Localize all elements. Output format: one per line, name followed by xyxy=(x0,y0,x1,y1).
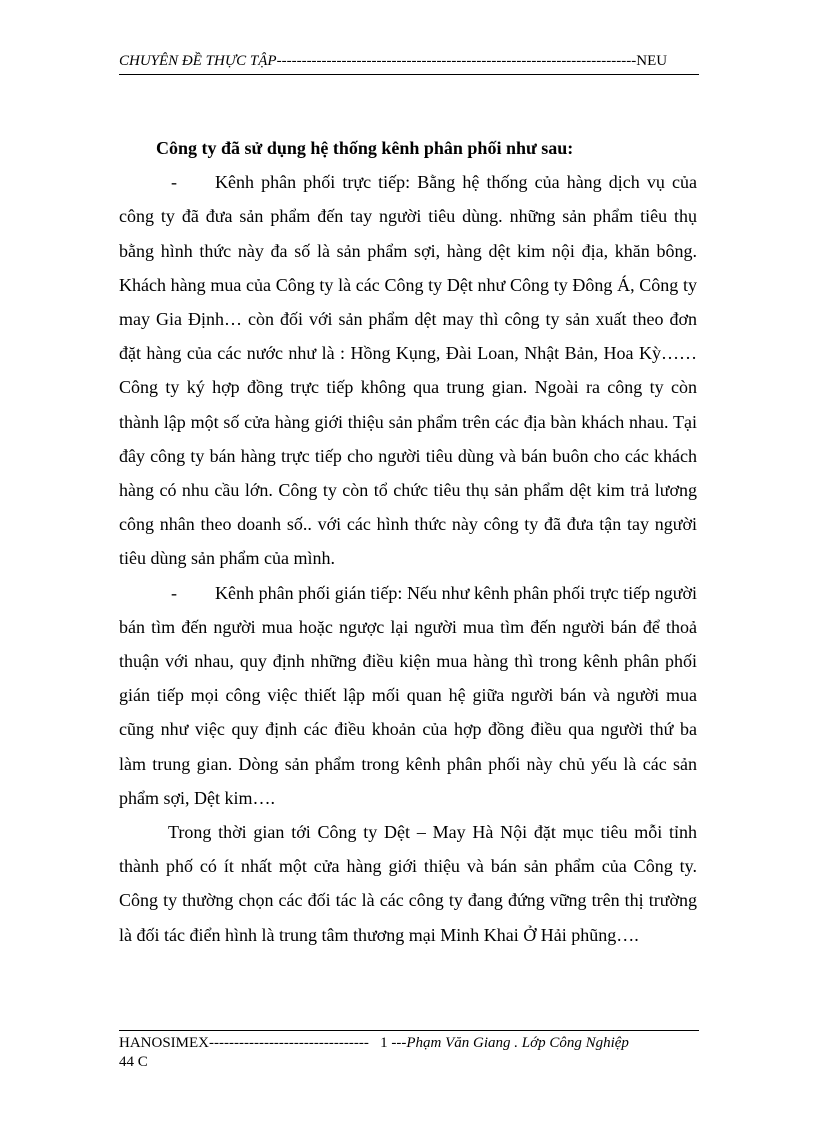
section-heading: Công ty đã sử dụng hệ thống kênh phân phối như sau: xyxy=(156,138,574,158)
page-header xyxy=(119,52,699,70)
header-dashes: ------------------------------------------------------------------------ xyxy=(276,53,637,69)
bullet-text: Kênh phân phối trực tiếp: Bằng hệ thống của hàng dịch vụ của công ty đã đưa sản phẩm đến tay người tiêu dùng. những sản phẩm tiêu thụ bằng hình thức này đa số là sản phẩm sợi, hàng dệt kim nội địa, khăn bông. Khách hàng mua của Công ty là các Công ty Dệt như Công ty Đông Á, Công ty may Gia Định… còn đối với sản phẩm dệt may thì công ty sản xuất theo đơn đặt hàng của các nước như là : Hồng Kụng, Đài Loan, Nhật Bản, Hoa Kỳ…… Công ty ký hợp đồng trực tiếp không qua trung gian. Ngoài ra công ty còn thành lập một số cửa hàng giới thiệu sản phẩm trên các địa bàn khách nhau. Tại đây công ty bán hàng trực tiếp cho người tiêu dùng và bán buôn cho các khách hàng có nhu cầu lớn. Công ty còn tổ chức tiêu thụ sản phẩm dệt kim trả lương công nhân theo doanh số.. với các hình thức này công ty đã đưa tận tay người tiêu dùng sản phẩm của mình. xyxy=(119,172,697,569)
bullet-paragraph-indirect-channel xyxy=(119,576,697,815)
footer-author: Phạm Văn Giang . Lớp Công Nghiệp xyxy=(406,1035,629,1051)
bullet-text: Kênh phân phối gián tiếp: Nếu như kênh phân phối trực tiếp người bán tìm đến người mua hoặc ngược lại người mua tìm đến người bán để thoả thuận với nhau, quy định những điều kiện mua hàng thì trong kênh phân phối gián tiếp mọi công việc thiết lập mối quan hệ giữa người bán và người mua cũng như việc quy định các điều khoản của hợp đồng điều qua người thứ ba làm trung gian. Dòng sản phẩm trong kênh phân phối này chủ yếu là các sản phẩm sợi, Dệt kim…. xyxy=(119,582,697,808)
bullet-paragraph-direct-channel xyxy=(119,165,697,575)
body-paragraph: Trong thời gian tới Công ty Dệt – May Hà Nội đặt mục tiêu mỗi tỉnh thành phố có ít nhất một cửa hàng giới thiệu và bán sản phẩm của Công ty. Công ty thường chọn các đối tác là các công ty đang đứng vững trên thị trường là đối tác điển hình là trung tâm thương mại Minh Khai Ở Hải phũng…. xyxy=(119,822,697,945)
footer-company: HANOSIMEX xyxy=(119,1035,209,1051)
document-body xyxy=(119,131,697,952)
footer-class-suffix: 44 C xyxy=(119,1054,148,1070)
header-right-label: NEU xyxy=(636,53,668,69)
bullet-marker: - xyxy=(171,582,177,603)
footer-divider xyxy=(119,1030,699,1031)
header-title: CHUYÊN ĐỀ THỰC TẬP xyxy=(119,53,277,69)
header-divider xyxy=(119,74,699,75)
footer-author-prefix: --- xyxy=(391,1035,407,1051)
footer-dashes: -------------------------------- xyxy=(209,1035,369,1051)
page-number: 1 xyxy=(380,1035,388,1051)
bullet-marker: - xyxy=(171,172,177,193)
page-footer xyxy=(119,1034,699,1072)
